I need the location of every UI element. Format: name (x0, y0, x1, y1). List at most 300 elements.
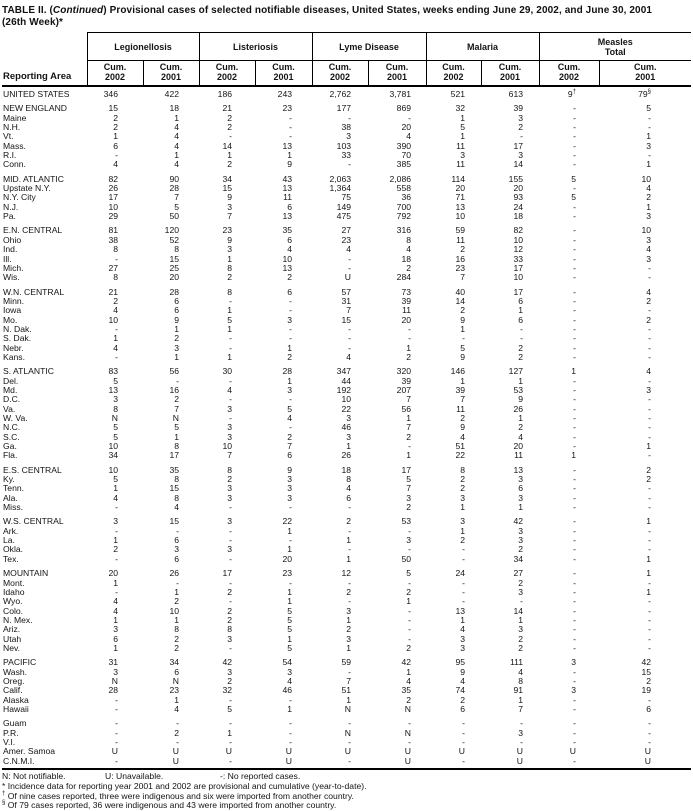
table-row (2, 334, 691, 343)
value-cell: - (176, 526, 180, 536)
value-cell: 3 (518, 587, 524, 597)
value-cell: 2 (346, 625, 352, 635)
table-row (2, 395, 691, 404)
value-cell: 31 (108, 657, 118, 668)
value-cell: - (573, 132, 577, 142)
value-cell: 53 (401, 516, 412, 527)
value-cell: 613 (508, 89, 524, 99)
value-cell: - (573, 667, 577, 677)
table-row (2, 142, 691, 151)
row-label: C.N.M.I. (3, 756, 35, 766)
row-label: NEW ENGLAND (3, 103, 67, 114)
value-cell: 2 (227, 615, 233, 625)
value-cell: 2 (406, 587, 412, 597)
value-cell: 8 (113, 404, 118, 414)
table-row (2, 757, 691, 766)
value-cell: U (172, 747, 180, 757)
table-row (2, 151, 691, 160)
value-cell: 27 (513, 568, 524, 579)
value-cell: 17 (513, 263, 524, 273)
value-cell: 5 (460, 343, 466, 353)
value-cell: - (462, 597, 466, 607)
value-cell: 2 (518, 643, 524, 653)
table-row (2, 325, 691, 334)
value-cell: 21 (108, 286, 118, 297)
value-cell: 1 (287, 376, 293, 386)
table-row (2, 677, 691, 686)
value-cell: 1 (518, 503, 524, 513)
value-cell: - (648, 738, 652, 747)
value-cell: 7 (460, 395, 466, 405)
title-rest: ) Provisional cases of selected notifiable diseases, United States, weeks ending June 29, 2002, and June 30, 2001 (103, 5, 653, 16)
value-cell: - (573, 306, 577, 316)
value-cell: - (573, 493, 577, 503)
value-cell: 26 (341, 451, 352, 461)
value-cell: - (462, 587, 466, 597)
value-cell: 23 (222, 225, 233, 236)
value-cell: 1 (174, 432, 180, 442)
value-cell: 11 (456, 404, 466, 414)
value-cell: - (289, 738, 293, 747)
title-continued: Continued (52, 5, 104, 16)
row-label: Nev. (3, 643, 21, 653)
value-cell: - (348, 254, 352, 264)
value-cell: N (172, 414, 180, 423)
value-cell: - (573, 254, 577, 264)
value-cell: 28 (108, 686, 118, 696)
value-cell: 20 (401, 123, 412, 133)
value-cell: 6 (174, 296, 180, 306)
row-label: N.J. (3, 202, 19, 212)
value-cell: 1 (406, 597, 412, 607)
value-cell: 90 (169, 173, 180, 184)
value-cell: - (648, 376, 652, 386)
group-header-legionellosis: Legionellosis (87, 33, 199, 61)
value-cell: 17 (222, 568, 233, 579)
table-row (2, 555, 691, 564)
value-cell: - (229, 756, 233, 766)
notifiable-diseases-table (2, 32, 691, 766)
value-cell: - (573, 738, 577, 747)
row-label: Minn. (3, 296, 25, 306)
value-cell: 8 (227, 263, 233, 273)
value-cell: 4 (346, 484, 352, 494)
value-cell: 9 (287, 160, 293, 170)
value-cell: 1 (346, 442, 352, 452)
value-cell: 74 (455, 686, 466, 696)
value-cell: 1 (174, 151, 180, 161)
row-label: N.C. (3, 423, 21, 433)
value-cell: 23 (169, 686, 180, 696)
column-header-cum-2001: Cum. 2001 (255, 61, 312, 87)
table-row (2, 160, 691, 169)
value-cell: 9 (460, 352, 466, 362)
value-cell: - (289, 728, 293, 738)
value-cell: 3 (518, 113, 524, 123)
value-cell: - (348, 113, 352, 123)
value-cell: 82 (108, 173, 118, 184)
value-cell: 5 (113, 376, 118, 386)
value-cell: 155 (508, 173, 524, 184)
value-cell: U (285, 747, 293, 757)
value-cell: 21 (222, 103, 233, 114)
value-cell: - (520, 132, 524, 142)
value-cell: - (229, 738, 233, 747)
value-cell: - (229, 718, 233, 729)
footnote: § Of 79 cases reported, 36 were indigenous and 43 were imported from another country. (2, 800, 337, 811)
table-row (2, 255, 691, 264)
value-cell: 4 (287, 245, 293, 255)
value-cell: - (176, 738, 180, 747)
value-cell: - (115, 324, 118, 334)
row-label: MOUNTAIN (3, 568, 49, 579)
value-cell: - (289, 306, 293, 316)
value-cell: - (348, 718, 352, 729)
column-header-cum-2002: Cum. 2002 (312, 61, 368, 87)
value-cell: 15 (341, 315, 352, 325)
value-cell: 4 (113, 597, 118, 607)
value-cell: 2 (227, 606, 233, 616)
value-cell: 5 (646, 103, 652, 114)
value-cell: U (644, 756, 652, 766)
table-row (2, 221, 691, 235)
value-cell: - (573, 184, 577, 194)
value-cell: - (573, 526, 577, 536)
value-cell: - (573, 263, 577, 273)
value-cell: 6 (646, 704, 652, 714)
value-cell: - (408, 442, 412, 452)
value-cell: 1 (646, 160, 652, 170)
row-label: Calif. (3, 686, 23, 696)
value-cell: - (648, 414, 652, 423)
value-cell: 8 (346, 475, 352, 485)
value-cell: 1 (287, 704, 293, 714)
value-cell: - (573, 273, 577, 283)
value-cell: 3 (346, 432, 352, 442)
value-cell: 4 (113, 606, 118, 616)
value-cell: - (648, 643, 652, 653)
value-cell: - (462, 334, 466, 344)
value-cell: - (289, 132, 293, 142)
row-label: Mich. (3, 263, 24, 273)
value-cell: 13 (513, 464, 524, 475)
value-cell: 385 (396, 160, 412, 170)
value-cell: - (573, 376, 577, 386)
value-cell: 5 (113, 423, 118, 433)
value-cell: - (573, 484, 577, 494)
value-cell: 6 (174, 306, 180, 316)
value-cell: 3 (113, 395, 118, 405)
legend-item: N: Not notifiable. (2, 771, 66, 782)
value-cell: 6 (113, 634, 118, 644)
value-cell: 3 (460, 493, 466, 503)
value-cell: 14 (513, 606, 524, 616)
value-cell: - (648, 334, 652, 344)
value-cell: - (229, 578, 233, 588)
table-row (2, 494, 691, 503)
value-cell: 422 (164, 89, 180, 99)
value-cell: 3 (646, 141, 652, 151)
value-cell: - (573, 315, 577, 325)
value-cell: - (520, 718, 524, 729)
value-cell: 4 (113, 160, 118, 170)
value-cell: 22 (282, 516, 293, 527)
value-cell: 35 (169, 464, 180, 475)
value-cell: 1 (113, 643, 118, 653)
table-row (2, 236, 691, 245)
value-cell: 2 (406, 352, 412, 362)
value-cell: 8 (227, 625, 233, 635)
value-cell: 32 (455, 103, 466, 114)
value-cell: U (344, 273, 352, 283)
column-header-cum-2001: Cum. 2001 (368, 61, 426, 87)
value-cell: 2 (460, 695, 466, 705)
value-cell: 10 (108, 464, 118, 475)
value-cell: - (115, 254, 118, 264)
value-cell: U (644, 747, 652, 757)
value-cell: 6 (287, 286, 293, 297)
value-cell: 8 (174, 493, 180, 503)
value-cell: 3 (174, 545, 180, 555)
value-cell: N (172, 676, 180, 686)
value-cell: 2 (287, 273, 293, 283)
value-cell: - (573, 414, 577, 423)
value-cell: N (344, 704, 352, 714)
value-cell: 1 (113, 132, 118, 142)
value-cell: 13 (282, 263, 293, 273)
table-row (2, 193, 691, 202)
value-cell: 95 (455, 657, 466, 668)
value-cell: 17 (513, 141, 524, 151)
value-cell: 10 (108, 442, 118, 452)
value-cell: 5 (571, 173, 577, 184)
value-cell: 1 (646, 442, 652, 452)
row-label: Ohio (3, 235, 22, 245)
value-cell: 17 (513, 286, 524, 297)
value-cell: - (648, 273, 652, 283)
value-cell: - (289, 695, 293, 705)
value-cell: 1 (174, 695, 180, 705)
value-cell: 91 (513, 686, 524, 696)
value-cell: - (573, 597, 577, 607)
value-cell: - (348, 324, 352, 334)
value-cell: 1 (406, 343, 412, 353)
value-cell: - (648, 526, 652, 536)
value-cell: 2 (113, 296, 118, 306)
value-cell: 8 (113, 273, 118, 283)
value-cell: - (229, 343, 233, 353)
value-cell: 79§ (638, 89, 652, 99)
value-cell: 50 (401, 554, 412, 564)
value-cell: 35 (282, 225, 293, 236)
value-cell: 5 (174, 423, 180, 433)
value-cell: 3 (460, 643, 466, 653)
value-cell: 1 (113, 484, 118, 494)
value-cell: 1 (646, 554, 652, 564)
row-label: Ky. (3, 475, 15, 485)
value-cell: 1 (287, 151, 293, 161)
value-cell: 5 (287, 404, 293, 414)
value-cell: 2 (406, 695, 412, 705)
value-cell: 9 (460, 667, 466, 677)
value-cell: 20 (108, 568, 118, 579)
value-cell: 2 (227, 123, 233, 133)
value-cell: 4 (518, 432, 524, 442)
table-row (2, 607, 691, 616)
row-label: S.C. (3, 432, 20, 442)
value-cell: - (573, 516, 577, 527)
table-row (2, 564, 691, 578)
row-label: Ala. (3, 493, 18, 503)
row-label: MID. ATLANTIC (3, 173, 64, 184)
value-cell: - (573, 343, 577, 353)
value-cell: 1 (518, 414, 524, 423)
column-header-cum-2002: Cum. 2002 (426, 61, 481, 87)
value-cell: 5 (227, 315, 233, 325)
value-cell: 1 (518, 376, 524, 386)
value-cell: 2 (460, 475, 466, 485)
value-cell: 10 (641, 225, 652, 236)
value-cell: - (229, 695, 233, 705)
row-label: Wyo. (3, 597, 23, 607)
value-cell: 4 (174, 503, 180, 513)
value-cell: 3 (518, 536, 524, 546)
value-cell: 9 (460, 423, 466, 433)
value-cell: - (648, 615, 652, 625)
value-cell: - (648, 404, 652, 414)
value-cell: - (408, 324, 412, 334)
value-cell: 2 (174, 334, 180, 344)
value-cell: - (348, 526, 352, 536)
value-cell: 2 (174, 634, 180, 644)
value-cell: 3 (113, 516, 118, 527)
value-cell: 347 (336, 366, 352, 377)
value-cell: 23 (282, 103, 293, 114)
value-cell: 1 (174, 352, 180, 362)
value-cell: 42 (513, 516, 524, 527)
value-cell: 54 (282, 657, 293, 668)
value-cell: 1 (460, 615, 466, 625)
group-header-lyme-disease: Lyme Disease (312, 33, 426, 61)
table-row (2, 306, 691, 315)
value-cell: 120 (164, 225, 180, 236)
value-cell: 23 (341, 235, 352, 245)
value-cell: - (648, 503, 652, 513)
value-cell: 11 (283, 193, 293, 203)
table-header (2, 33, 691, 87)
value-cell: 12 (341, 568, 352, 579)
value-cell: 33 (513, 254, 524, 264)
value-cell: 2 (518, 343, 524, 353)
value-cell: 3 (518, 151, 524, 161)
value-cell: 3 (174, 343, 180, 353)
value-cell: 10 (222, 442, 233, 452)
row-label: Mass. (3, 141, 26, 151)
value-cell: 7 (346, 676, 352, 686)
value-cell: 8 (518, 676, 524, 686)
value-cell: - (348, 343, 352, 353)
value-cell: 3 (227, 634, 233, 644)
value-cell: - (289, 324, 293, 334)
value-cell: 38 (341, 123, 352, 133)
value-cell: U (516, 756, 524, 766)
value-cell: 6 (287, 451, 293, 461)
table-row (2, 344, 691, 353)
value-cell: 284 (396, 273, 412, 283)
value-cell: 7 (346, 306, 352, 316)
row-label: Mont. (3, 578, 25, 588)
value-cell: U (285, 756, 293, 766)
value-cell: 3 (227, 432, 233, 442)
value-cell: - (573, 536, 577, 546)
value-cell: - (520, 324, 524, 334)
value-cell: 34 (169, 657, 180, 668)
value-cell: 30 (222, 366, 233, 377)
value-cell: 5 (287, 606, 293, 616)
value-cell: 13 (282, 212, 293, 222)
value-cell: 2 (460, 245, 466, 255)
row-label: Fla. (3, 451, 18, 461)
value-cell: - (229, 296, 233, 306)
row-label: Tenn. (3, 484, 25, 494)
table-row (2, 686, 691, 695)
value-cell: - (648, 606, 652, 616)
value-cell: - (573, 395, 577, 405)
value-cell: 3 (646, 254, 652, 264)
value-cell: - (520, 738, 524, 747)
value-cell: - (348, 597, 352, 607)
value-cell: 2 (174, 395, 180, 405)
value-cell: N (404, 728, 412, 738)
value-cell: - (573, 695, 577, 705)
value-cell: 5 (287, 615, 293, 625)
row-label: N.Y. City (3, 193, 36, 203)
value-cell: 11 (456, 141, 466, 151)
value-cell: 22 (341, 404, 352, 414)
value-cell: 1 (227, 254, 233, 264)
value-cell: - (648, 306, 652, 316)
value-cell: 6 (113, 141, 118, 151)
value-cell: 11 (402, 306, 412, 316)
value-cell: 8 (406, 235, 412, 245)
value-cell: - (573, 606, 577, 616)
value-cell: 52 (169, 235, 180, 245)
value-cell: - (648, 545, 652, 555)
table-row (2, 114, 691, 123)
value-cell: 1 (287, 343, 293, 353)
value-cell: 7 (174, 404, 180, 414)
value-cell: 15 (222, 184, 233, 194)
value-cell: - (348, 667, 352, 677)
value-cell: 316 (396, 225, 412, 236)
value-cell: 3 (227, 423, 233, 433)
value-cell: 3 (287, 493, 293, 503)
reporting-area-header: Reporting Area (2, 33, 87, 87)
value-cell: - (573, 324, 577, 334)
value-cell: 2 (227, 160, 233, 170)
table-row (2, 414, 691, 423)
row-label: Md. (3, 385, 18, 395)
value-cell: 20 (169, 273, 180, 283)
value-cell: 4 (406, 676, 412, 686)
table-row (2, 696, 691, 705)
row-label: S. Dak. (3, 334, 32, 344)
value-cell: 2 (227, 587, 233, 597)
footnote-lines (2, 782, 691, 811)
value-cell: 27 (341, 225, 352, 236)
value-cell: 869 (396, 103, 412, 114)
value-cell: - (462, 578, 466, 588)
